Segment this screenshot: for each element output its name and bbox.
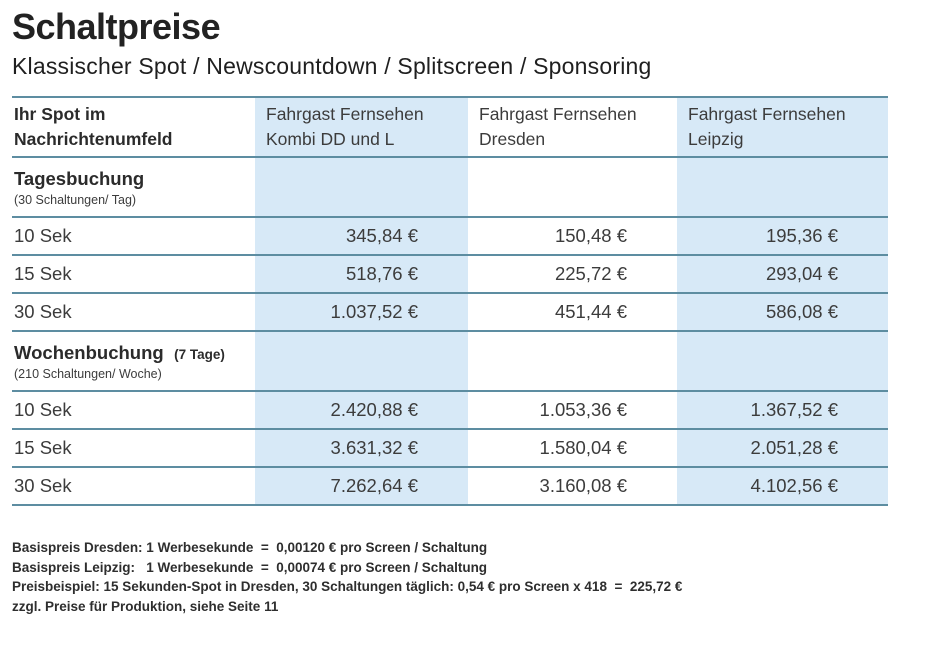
- price-kombi: 345,84 €: [255, 217, 468, 255]
- price-dresden: 150,48 €: [554, 225, 627, 247]
- footnotes: [12, 538, 950, 616]
- footnote-basispreis-dresden: Basispreis Dresden: 1 Werbesekunde = 0,00120 € pro Screen / Schaltung: [12, 540, 488, 556]
- footnote-basispreis-leipzig: Basispreis Leipzig: 1 Werbesekunde = 0,00074 € pro Screen / Schaltung: [12, 559, 488, 575]
- price-dresden: 3.160,08 €: [539, 475, 627, 497]
- table-row: [12, 467, 888, 505]
- price-leipzig: 4.102,56 €: [677, 467, 888, 505]
- price-kombi: 518,76 €: [255, 255, 468, 293]
- spot-duration-label: 30 Sek: [14, 301, 72, 323]
- price-dresden: 451,44 €: [554, 301, 627, 323]
- column-header-spot: Ihr Spot im Nachrichtenumfeld: [14, 104, 173, 150]
- page-title: Schaltpreise: [12, 6, 221, 47]
- spot-duration-label: 15 Sek: [14, 263, 72, 285]
- price-dresden: 1.580,04 €: [539, 437, 627, 459]
- price-kombi: 2.420,88 €: [255, 391, 468, 429]
- price-leipzig: 2.051,28 €: [677, 429, 888, 467]
- column-header-kombi: Fahrgast Fernsehen Kombi DD und L: [255, 97, 468, 157]
- price-dresden: 1.053,36 €: [539, 399, 627, 421]
- section-label-suffix: (7 Tage): [174, 346, 225, 362]
- column-header-dresden: Fahrgast Fernsehen Dresden: [479, 104, 637, 150]
- price-leipzig: 195,36 €: [677, 217, 888, 255]
- section-label: Wochenbuchung: [14, 341, 164, 363]
- spot-duration-label: 15 Sek: [14, 437, 72, 459]
- price-leipzig: 1.367,52 €: [677, 391, 888, 429]
- section-row-wochenbuchung: [12, 331, 888, 391]
- footnote-produktion: zzgl. Preise für Produktion, siehe Seite 11: [12, 598, 279, 614]
- table-row: [12, 217, 888, 255]
- page-subtitle: Klassischer Spot / Newscountdown / Splitscreen / Sponsoring: [12, 53, 652, 80]
- price-kombi: 7.262,64 €: [255, 467, 468, 505]
- footnote-preisbeispiel: Preisbeispiel: 15 Sekunden-Spot in Dresden, 30 Schaltungen täglich: 0,54 € pro Screen x 418 = 225,72 €: [12, 579, 683, 595]
- section-row-tagesbuchung: [12, 157, 888, 217]
- price-kombi: 3.631,32 €: [255, 429, 468, 467]
- price-table: [12, 96, 888, 506]
- spot-duration-label: 10 Sek: [14, 399, 72, 421]
- price-dresden: 225,72 €: [554, 263, 627, 285]
- price-kombi: 1.037,52 €: [255, 293, 468, 331]
- price-leipzig: 293,04 €: [677, 255, 888, 293]
- table-row: [12, 293, 888, 331]
- table-row: [12, 429, 888, 467]
- section-sublabel: (210 Schaltungen/ Woche): [14, 366, 162, 381]
- table-header-row: [12, 97, 888, 157]
- table-row: [12, 255, 888, 293]
- section-label: Tagesbuchung: [14, 167, 145, 189]
- spot-duration-label: 10 Sek: [14, 225, 72, 247]
- section-sublabel: (30 Schaltungen/ Tag): [14, 192, 137, 207]
- price-leipzig: 586,08 €: [677, 293, 888, 331]
- table-row: [12, 391, 888, 429]
- column-header-leipzig: Fahrgast Fernsehen Leipzig: [677, 97, 888, 157]
- spot-duration-label: 30 Sek: [14, 475, 72, 497]
